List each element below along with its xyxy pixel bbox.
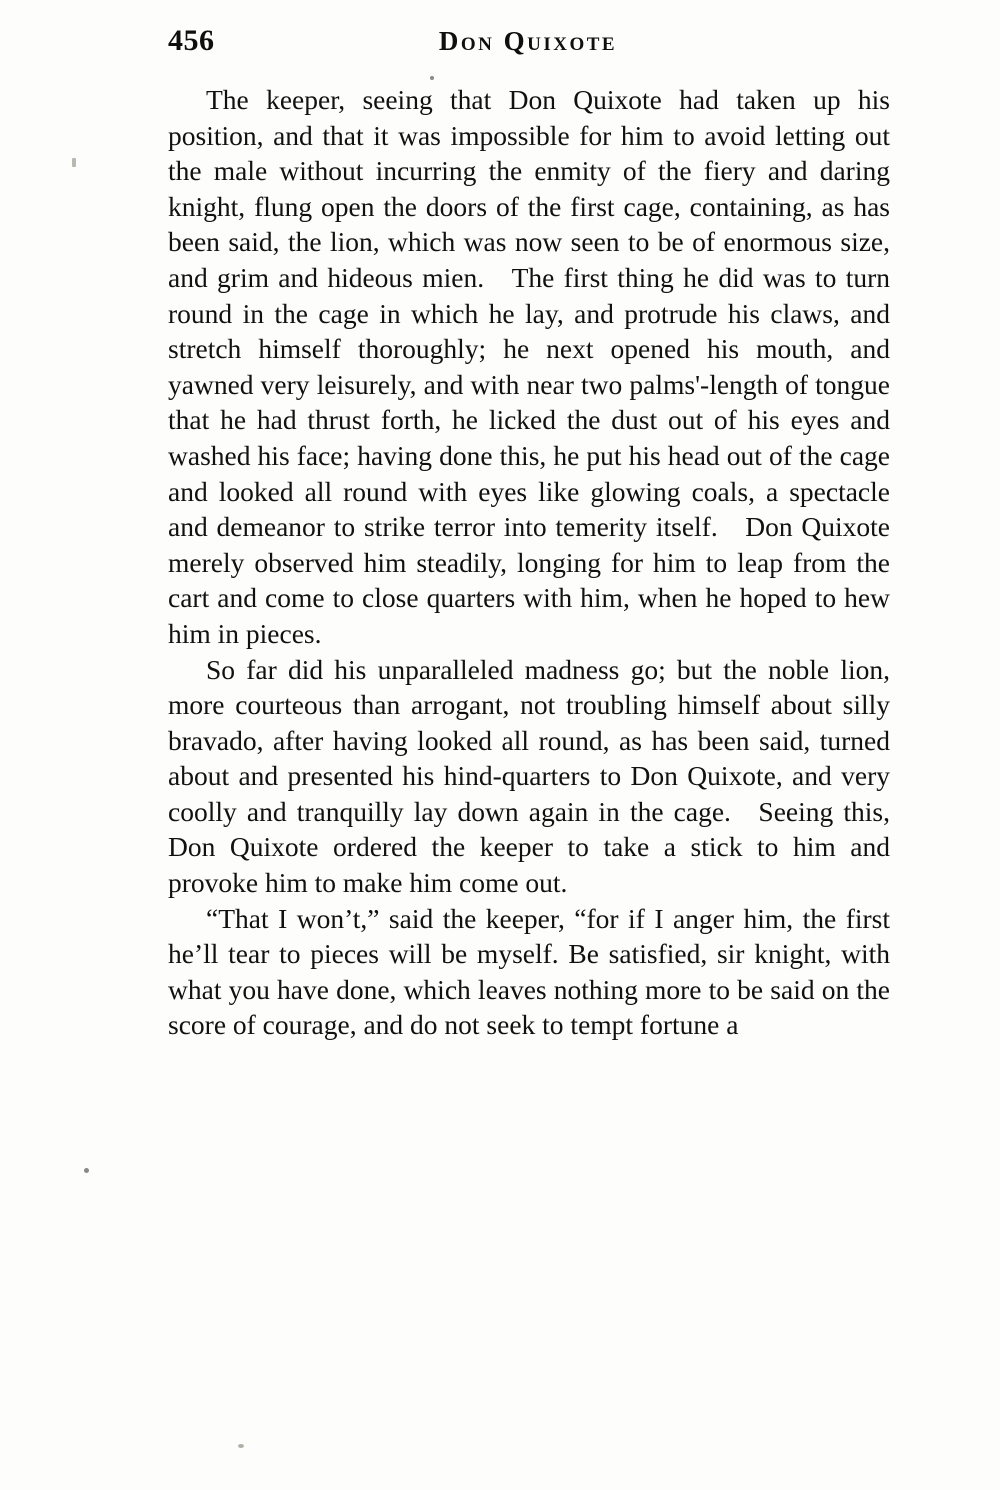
paragraph-3: “That I won’t,” said the keeper, “for if I anger him, the first he’ll tear to pieces will be myself. Be satisfied, sir knight, with what you have done, which leaves nothing more to be said on the score of courage, and do not seek to tempt fortune a — [168, 902, 890, 1041]
page-speck — [238, 1444, 244, 1448]
page-number: 456 — [168, 24, 215, 57]
page-body — [168, 82, 890, 1043]
paragraph-1: The keeper, seeing that Don Quixote had taken up his position, and that it was impossible for him to avoid letting out the male without incurring the enmity of the fiery and daring knight, flung open the doors of the first cage, containing, as has been said, the lion, which was now seen to be of enormous size, and grim and hideous mien. The first thing he did was to turn round in the cage in which he lay, and protrude his claws, and stretch himself thoroughly; he next opened his mouth, and yawned very leisurely, and with near two palms'-length of tongue that he had thrust forth, he licked the dust out of his eyes and washed his face; having done this, he put his head out of the cage and looked all round with eyes like glowing coals, a spectacle and demeanor to strike terror into temerity itself. Don Quixote merely observed him steadily, longing for him to leap from the cart and come to close quarters with him, when he hoped to hew him in pieces. — [168, 84, 890, 649]
running-title: Don Quixote — [438, 26, 618, 56]
page-speck — [84, 1168, 89, 1173]
page-header — [168, 24, 888, 68]
page-speck — [430, 76, 434, 80]
paragraph-2: So far did his unparalleled madness go; but the noble lion, more courteous than arrogant, not troubling himself about silly bravado, after having looked all round, as has been said, turned about and presented his hind-quarters to Don Quixote, and very coolly and tranquilly lay down again in the cage. Seeing this, Don Quixote ordered the keeper to take a stick to him and provoke him to make him come out. — [168, 653, 890, 899]
page-speck — [72, 158, 76, 167]
